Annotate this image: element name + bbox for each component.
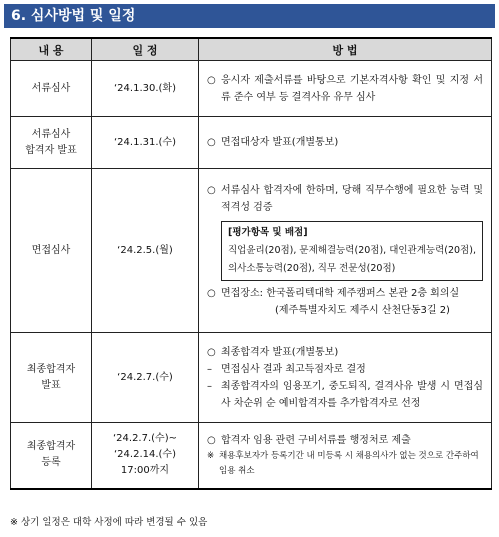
table-header-row [11, 38, 492, 61]
row-method [199, 117, 492, 169]
evaluation-line: 의사소통능력(20점), 직무 전문성(20점) [228, 263, 396, 274]
method-item [207, 344, 483, 361]
method-item [207, 134, 483, 151]
circle-bullet-icon: ○ [207, 434, 216, 446]
row-method [199, 61, 492, 117]
method-item [207, 285, 483, 302]
method-item [207, 72, 483, 106]
method-item [207, 182, 483, 216]
header-method: 방 법 [199, 38, 492, 61]
row-category [11, 333, 92, 423]
method-text: 최종합격자의 임용포기, 중도퇴직, 결격사유 발생 시 면접심사 차순위 순 예비합격자를 추가합격자로 선정 [221, 380, 483, 409]
method-item [207, 361, 483, 378]
row-date [92, 333, 199, 423]
row-date [92, 61, 199, 117]
note-text: 채용후보자가 등록기간 내 미등록 시 채용의사가 없는 것으로 간주하여 임용 취소 [219, 450, 479, 476]
method-text: 최종합격자 발표(개별통보) [221, 346, 339, 358]
table-row [11, 333, 492, 423]
date-text: ‘24.2.5.(월) [117, 244, 173, 256]
method-text: 서류심사 합격자에 한하며, 당해 직무수행에 필요한 능력 및 적격성 검증 [221, 185, 483, 213]
table-row [11, 423, 492, 489]
venue-text: 면접장소: 한국폴리텍대학 제주캠퍼스 본관 2층 회의실 [221, 288, 460, 299]
row-category [11, 61, 92, 117]
date-text: ‘24.2.7.(수)~ [112, 433, 177, 445]
category-text: 최종합격자 [26, 363, 76, 375]
category-text: 합격자 발표 [25, 144, 77, 156]
row-method [199, 333, 492, 423]
header-content: 내 용 [11, 38, 92, 61]
registration-note [207, 449, 483, 479]
category-text: 등록 [41, 457, 61, 469]
section-title: 6. 심사방법 및 일정 [4, 4, 495, 28]
circle-bullet-icon: ○ [207, 74, 216, 86]
method-item [207, 378, 483, 412]
category-text: 서류심사 [31, 82, 71, 94]
schedule-table [10, 37, 492, 490]
date-text: ‘24.1.31.(수) [114, 136, 176, 148]
circle-bullet-icon: ○ [207, 137, 216, 148]
table-row [11, 117, 492, 169]
evaluation-line: 직업윤리(20점), 문제해결능력(20점), 대인관계능력(20점), [228, 245, 476, 256]
date-text: ‘24.2.14.(수) [114, 449, 176, 461]
category-text: 발표 [41, 379, 61, 391]
date-text: ‘24.1.30.(화) [114, 82, 176, 94]
row-category [11, 117, 92, 169]
circle-bullet-icon: ○ [207, 346, 216, 358]
category-text: 최종합격자 [26, 441, 76, 453]
row-date [92, 117, 199, 169]
method-text: 면접대상자 발표(개별통보) [221, 137, 339, 148]
row-category [11, 423, 92, 489]
row-date [92, 169, 199, 333]
method-text: 합격자 임용 관련 구비서류를 행정처로 제출 [221, 434, 411, 446]
circle-bullet-icon: ○ [207, 185, 216, 196]
row-category [11, 169, 92, 333]
row-date [92, 423, 199, 489]
table-row [11, 169, 492, 333]
venue-address: (제주특별자치도 제주시 산천단동3길 2) [275, 305, 450, 316]
date-text: ‘24.2.7.(수) [117, 371, 173, 383]
evaluation-heading: [평가항목 및 배점] [228, 227, 308, 238]
date-text: 17:00까지 [120, 465, 170, 477]
row-method [199, 423, 492, 489]
method-item [207, 432, 483, 449]
method-text: 면접심사 결과 최고득점자로 결정 [221, 363, 366, 375]
evaluation-box [221, 221, 483, 281]
table-row [11, 61, 492, 117]
note-mark-icon: ※ [207, 450, 215, 461]
dash-bullet-icon: – [207, 363, 212, 375]
dash-bullet-icon: – [207, 380, 212, 392]
category-text: 서류심사 [31, 128, 71, 140]
method-text: 응시자 제출서류를 바탕으로 기본자격사항 확인 및 지정 서류 준수 여부 등 결격사유 유무 심사 [221, 74, 483, 103]
circle-bullet-icon: ○ [207, 288, 216, 299]
header-schedule: 일 정 [92, 38, 199, 61]
row-method [199, 169, 492, 333]
footer-note: ※ 상기 일정은 대학 사정에 따라 변경될 수 있음 [10, 517, 208, 528]
category-text: 면접심사 [31, 244, 71, 256]
